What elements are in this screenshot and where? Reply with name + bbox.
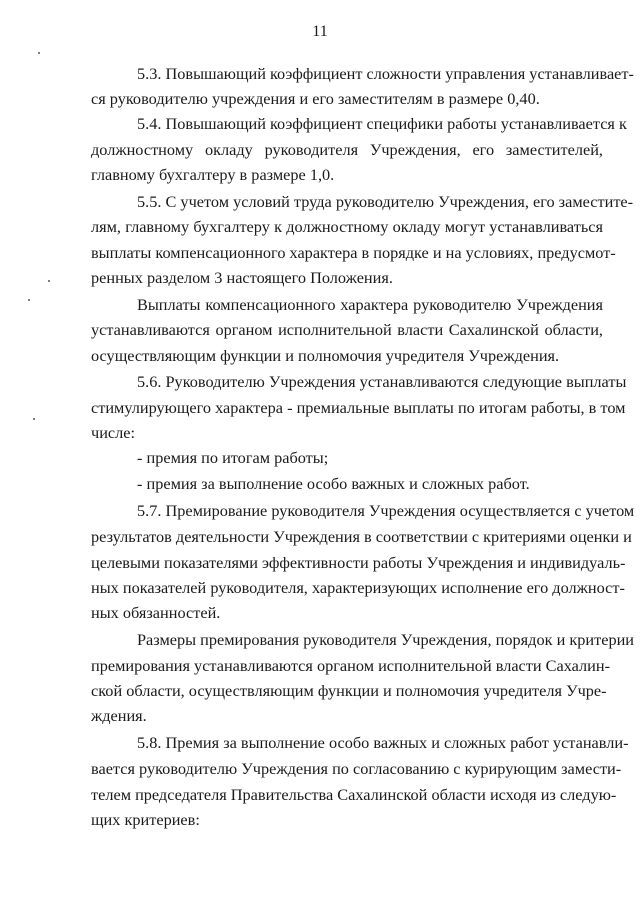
- text-line: ных показателей руководителя, характеризующих исполнение его должност-: [91, 578, 625, 597]
- text-line: осуществляющим функции и полномочия учредителя Учреждения.: [91, 346, 560, 365]
- text-line: 5.4. Повышающий коэффициент специфики работы устанавливается к: [137, 114, 627, 133]
- scan-speck: [28, 299, 30, 301]
- text-line: числе:: [91, 423, 136, 442]
- text-line: ся руководителю учреждения и его заместителям в размере 0,40.: [91, 89, 540, 108]
- text-line: устанавливаются органом исполнительной власти Сахалинской области,: [91, 320, 603, 339]
- scan-speck: [38, 52, 40, 54]
- text-line: 5.6. Руководителю Учреждения устанавливаются следующие выплаты: [137, 372, 627, 391]
- list-item: - премия по итогам работы;: [137, 448, 329, 467]
- text-line: премирования устанавливаются органом исполнительной власти Сахалин-: [91, 656, 611, 675]
- list-item: - премия за выполнение особо важных и сложных работ.: [137, 474, 530, 493]
- scan-speck: [48, 280, 50, 282]
- text-line: должностному окладу руководителя Учреждения, его заместителей,: [91, 140, 603, 159]
- page-number: 11: [312, 23, 328, 40]
- text-line: телем председателя Правительства Сахалинской области исходя из следую-: [91, 785, 617, 804]
- text-line: щих критериев:: [91, 810, 200, 829]
- text-line: главному бухгалтеру в размере 1,0.: [91, 165, 335, 184]
- text-line: 5.8. Премия за выполнение особо важных и сложных работ устанавли-: [137, 733, 629, 752]
- text-line: целевыми показателями эффективности работы Учреждения и индивидуаль-: [91, 553, 626, 572]
- text-line: 5.5. С учетом условий труда руководителю Учреждения, его заместите-: [137, 192, 634, 211]
- text-line: стимулирующего характера - премиальные выплаты по итогам работы, в том: [91, 398, 626, 417]
- text-line: Выплаты компенсационного характера руководителю Учреждения: [137, 295, 603, 314]
- text-line: вается руководителю Учреждения по согласованию с курирующим замести-: [91, 759, 622, 778]
- text-line: ренных разделом 3 настоящего Положения.: [91, 268, 393, 287]
- text-line: ждения.: [91, 706, 147, 725]
- text-line: выплаты компенсационного характера в порядке и на условиях, предусмот-: [91, 243, 616, 262]
- text-line: лям, главному бухгалтеру к должностному окладу могут устанавливаться: [91, 217, 603, 236]
- scan-speck: [33, 418, 35, 420]
- text-line: 5.3. Повышающий коэффициент сложности управления устанавливает-: [137, 64, 634, 83]
- text-line: ской области, осуществляющим функции и полномочия учредителя Учре-: [91, 681, 607, 700]
- text-line: ных обязанностей.: [91, 603, 221, 622]
- text-line: 5.7. Премирование руководителя Учреждения осуществляется с учетом: [137, 501, 635, 520]
- text-line: результатов деятельности Учреждения в соответствии с критериями оценки и: [91, 527, 632, 546]
- text-line: Размеры премирования руководителя Учреждения, порядок и критерии: [137, 630, 635, 649]
